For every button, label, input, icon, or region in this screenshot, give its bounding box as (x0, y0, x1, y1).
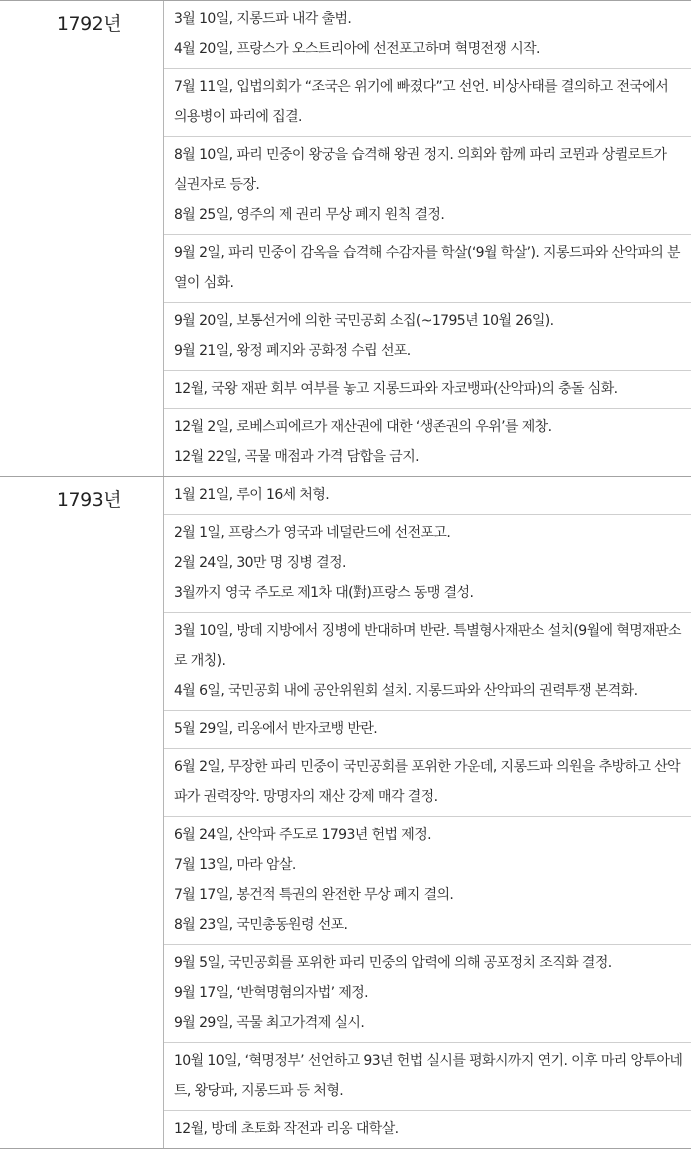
event-cell (164, 370, 691, 408)
event-entry: 5월 29일, 리옹에서 반자코뱅 반란. (174, 721, 378, 737)
event-entry: 2월 1일, 프랑스가 영국과 네덜란드에 선전포고. (174, 525, 451, 541)
event-cell (164, 710, 691, 748)
event-entry: 8월 10일, 파리 민중이 왕궁을 습격해 왕권 정지. 의회와 함께 파리 코뮌과 상퀼로트가 실권자로 등장. (174, 147, 667, 193)
event-entry: 9월 21일, 왕정 폐지와 공화정 수립 선포. (174, 343, 411, 359)
event-entry: 4월 6일, 국민공회 내에 공안위원회 설치. 지롱드파와 산악파의 권력투쟁 본격화. (174, 683, 638, 699)
year-label: 1792년 (56, 13, 122, 35)
event-entry: 9월 5일, 국민공회를 포위한 파리 민중의 압력에 의해 공포정치 조직화 결정. (174, 955, 612, 971)
event-entry: 12월, 방데 초토화 작전과 리옹 대학살. (174, 1121, 399, 1137)
event-cell (164, 408, 691, 476)
event-entry: 7월 17일, 봉건적 특권의 완전한 무상 폐지 결의. (174, 887, 454, 903)
event-cell (164, 234, 691, 302)
event-cell (164, 136, 691, 234)
year-label: 1793년 (56, 489, 122, 511)
event-cell (164, 1110, 691, 1148)
event-entry: 7월 11일, 입법의회가 “조국은 위기에 빠졌다”고 선언. 비상사태를 결의하고 전국에서 의용병이 파리에 집결. (174, 79, 669, 125)
event-cell (164, 612, 691, 710)
event-cell (164, 748, 691, 816)
event-entry: 8월 25일, 영주의 제 권리 무상 폐지 원칙 결정. (174, 207, 445, 223)
event-entry: 3월까지 영국 주도로 제1차 대(對)프랑스 동맹 결성. (174, 585, 474, 601)
event-entry: 4월 20일, 프랑스가 오스트리아에 선전포고하며 혁명전쟁 시작. (174, 41, 540, 57)
event-entry: 12월 22일, 곡물 매점과 가격 담합을 금지. (174, 449, 419, 465)
event-list (163, 1, 691, 476)
event-list (163, 477, 691, 1148)
event-cell (164, 477, 691, 514)
event-entry: 9월 17일, ‘반혁명혐의자법’ 제정. (174, 985, 369, 1001)
event-entry: 12월, 국왕 재판 회부 여부를 놓고 지롱드파와 자코뱅파(산악파)의 충돌 심화. (174, 381, 618, 397)
event-entry: 3월 10일, 방데 지방에서 징병에 반대하며 반란. 특별형사재판소 설치(9월에 혁명재판소로 개칭). (174, 623, 681, 669)
event-cell (164, 816, 691, 944)
event-entry: 7월 13일, 마라 암살. (174, 857, 296, 873)
event-cell (164, 68, 691, 136)
event-entry: 9월 2일, 파리 민중이 감옥을 습격해 수감자를 학살(‘9월 학살’). 지롱드파와 산악파의 분열이 심화. (174, 245, 680, 291)
event-entry: 9월 29일, 곡물 최고가격제 실시. (174, 1015, 365, 1031)
event-entry: 6월 24일, 산악파 주도로 1793년 헌법 제정. (174, 827, 431, 843)
year-group (0, 0, 691, 476)
event-cell (164, 1042, 691, 1110)
event-entry: 12월 2일, 로베스피에르가 재산권에 대한 ‘생존권의 우위’를 제창. (174, 419, 552, 435)
event-entry: 10월 10일, ‘혁명정부’ 선언하고 93년 헌법 실시를 평화시까지 연기. 이후 마리 앙투아네트, 왕당파, 지롱드파 등 처형. (174, 1053, 683, 1099)
event-entry: 9월 20일, 보통선거에 의한 국민공회 소집(~1795년 10월 26일). (174, 313, 554, 329)
event-cell (164, 944, 691, 1042)
event-cell (164, 1, 691, 68)
event-cell (164, 514, 691, 612)
event-entry: 1월 21일, 루이 16세 처형. (174, 487, 330, 503)
event-cell (164, 302, 691, 370)
event-entry: 8월 23일, 국민총동원령 선포. (174, 917, 348, 933)
event-entry: 6월 2일, 무장한 파리 민중이 국민공회를 포위한 가운데, 지롱드파 의원을 추방하고 산악파가 권력장악. 망명자의 재산 강제 매각 결정. (174, 759, 681, 805)
event-entry: 3월 10일, 지롱드파 내각 출범. (174, 11, 352, 27)
event-entry: 2월 24일, 30만 명 징병 결정. (174, 555, 346, 571)
year-group (0, 476, 691, 1149)
